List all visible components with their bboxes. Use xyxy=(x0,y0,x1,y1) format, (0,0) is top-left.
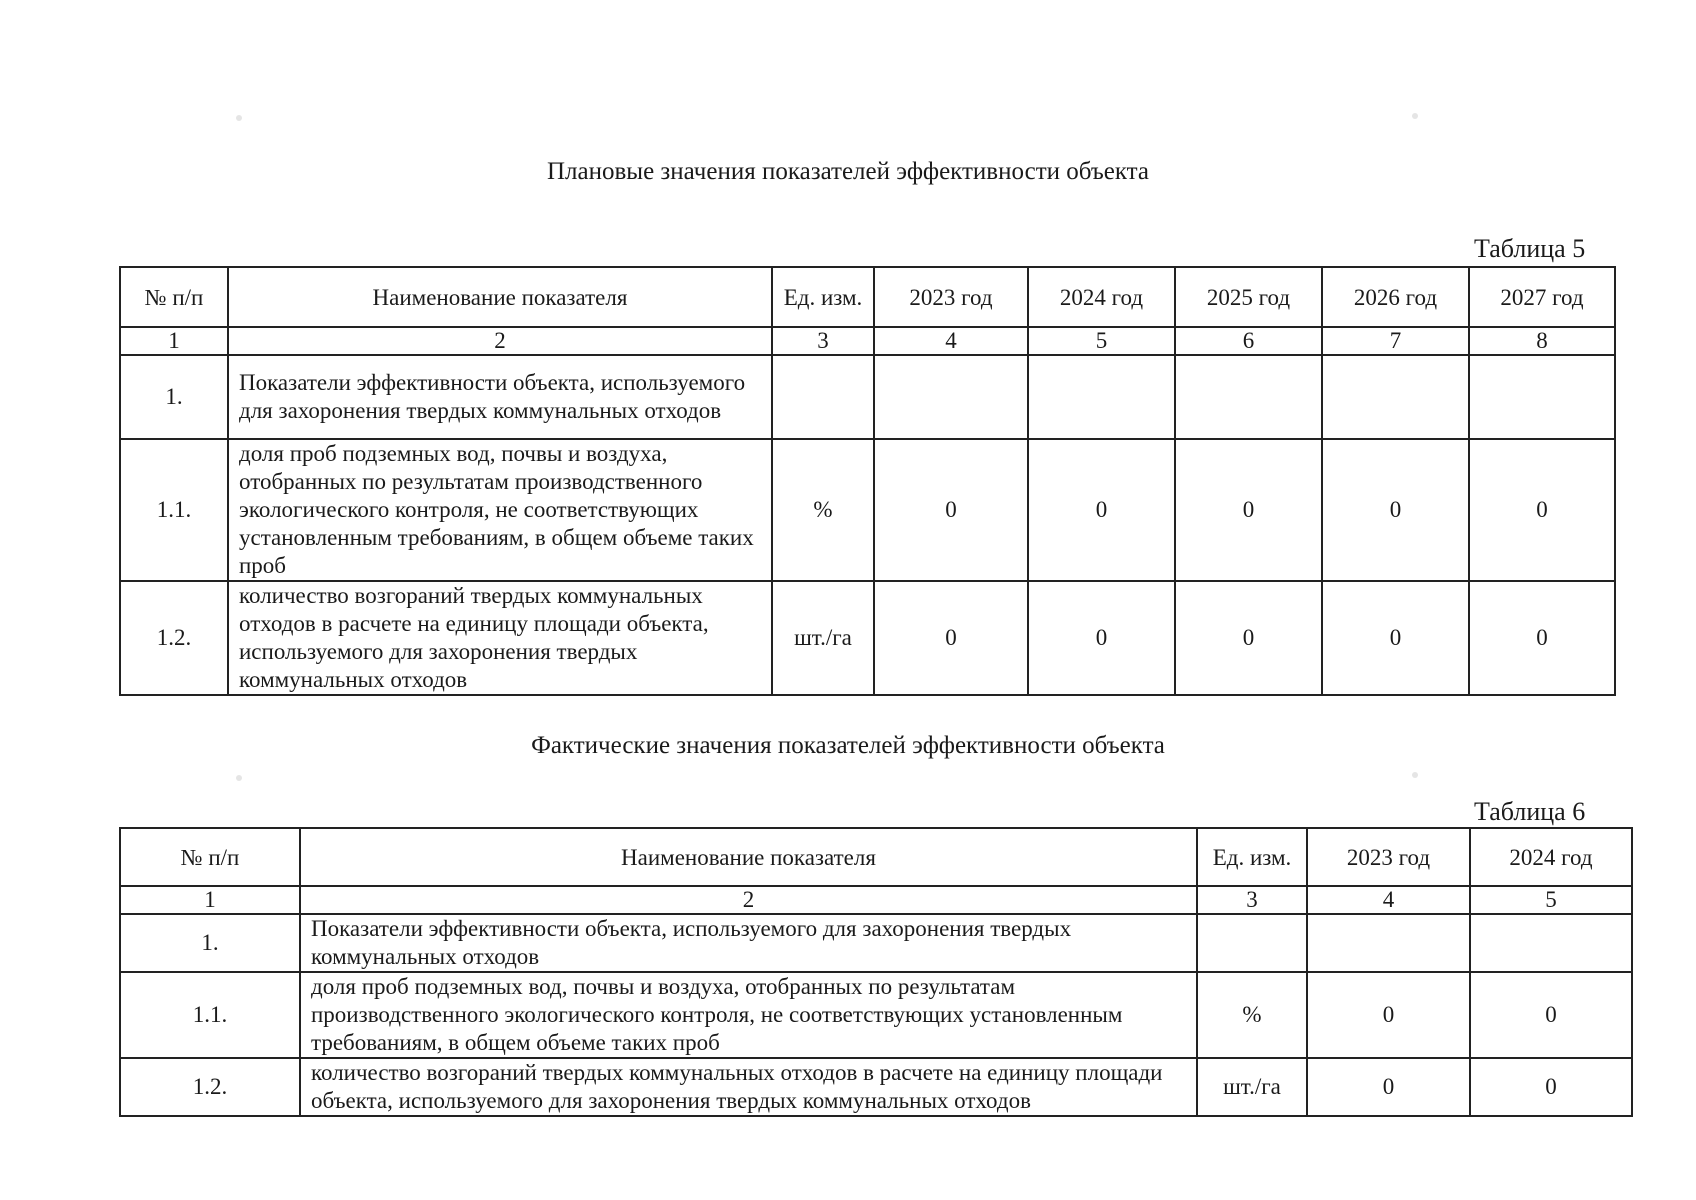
table-row xyxy=(120,972,1632,1058)
column-number: 5 xyxy=(1028,327,1175,355)
table6-title: Фактические значения показателей эффективности объекта xyxy=(531,732,1165,759)
row-number: 1.1. xyxy=(120,972,300,1058)
table6-header-2024: 2024 год xyxy=(1470,828,1632,886)
unit-cell xyxy=(1197,914,1307,972)
table5-header-num: № п/п xyxy=(120,267,228,327)
row-number: 1.2. xyxy=(120,581,228,695)
scan-speck xyxy=(1412,772,1418,778)
value-2025: 0 xyxy=(1175,439,1322,581)
column-number: 2 xyxy=(228,327,772,355)
value-2027: 0 xyxy=(1469,581,1615,695)
table-row xyxy=(120,1058,1632,1116)
value-2023: 0 xyxy=(1307,972,1470,1058)
value-2024: 0 xyxy=(1470,1058,1632,1116)
table6-header-num: № п/п xyxy=(120,828,300,886)
indicator-name: Показатели эффективности объекта, используемого для захоронения твердых коммунальных отходов xyxy=(228,355,772,439)
column-number: 2 xyxy=(300,886,1197,914)
column-number: 1 xyxy=(120,327,228,355)
table6-label: Таблица 6 xyxy=(1474,797,1586,826)
value-2023: 0 xyxy=(874,581,1028,695)
table5-header-2027: 2027 год xyxy=(1469,267,1615,327)
column-number: 8 xyxy=(1469,327,1615,355)
unit-cell xyxy=(772,355,874,439)
column-number: 3 xyxy=(772,327,874,355)
indicator-name: количество возгораний твердых коммунальных отходов в расчете на единицу площади объекта, используемого для захоронения твердых коммунальных отходов xyxy=(300,1058,1197,1116)
indicator-name: количество возгораний твердых коммунальных отходов в расчете на единицу площади объекта, используемого для захоронения твердых коммунальных отходов xyxy=(228,581,772,695)
table5-header-2025: 2025 год xyxy=(1175,267,1322,327)
indicator-name: доля проб подземных вод, почвы и воздуха, отобранных по результатам производственного экологического контроля, не соответствующих установленным требованиям, в общем объеме таких проб xyxy=(228,439,772,581)
unit-cell: шт./га xyxy=(772,581,874,695)
table5 xyxy=(119,266,1616,696)
value-2027 xyxy=(1469,355,1615,439)
scan-speck xyxy=(236,775,242,781)
unit-cell: % xyxy=(1197,972,1307,1058)
table6 xyxy=(119,827,1633,1117)
value-2025: 0 xyxy=(1175,581,1322,695)
row-number: 1. xyxy=(120,914,300,972)
column-number: 6 xyxy=(1175,327,1322,355)
table6-header-2023: 2023 год xyxy=(1307,828,1470,886)
table5-column-number-row xyxy=(120,327,1615,355)
indicator-name: Показатели эффективности объекта, используемого для захоронения твердых коммунальных отходов xyxy=(300,914,1197,972)
table-row xyxy=(120,914,1632,972)
unit-cell: шт./га xyxy=(1197,1058,1307,1116)
table5-label: Таблица 5 xyxy=(1474,234,1586,263)
value-2026: 0 xyxy=(1322,439,1469,581)
value-2027: 0 xyxy=(1469,439,1615,581)
table5-header-unit: Ед. изм. xyxy=(772,267,874,327)
column-number: 4 xyxy=(1307,886,1470,914)
value-2026 xyxy=(1322,355,1469,439)
scan-speck xyxy=(236,115,242,121)
table5-header-2024: 2024 год xyxy=(1028,267,1175,327)
table6-header-unit: Ед. изм. xyxy=(1197,828,1307,886)
value-2023 xyxy=(1307,914,1470,972)
value-2024: 0 xyxy=(1470,972,1632,1058)
unit-cell: % xyxy=(772,439,874,581)
table5-header-name: Наименование показателя xyxy=(228,267,772,327)
table6-column-number-row xyxy=(120,886,1632,914)
value-2023: 0 xyxy=(874,439,1028,581)
value-2023: 0 xyxy=(1307,1058,1470,1116)
value-2024 xyxy=(1028,355,1175,439)
table5-header-2026: 2026 год xyxy=(1322,267,1469,327)
column-number: 4 xyxy=(874,327,1028,355)
table-row xyxy=(120,439,1615,581)
row-number: 1.1. xyxy=(120,439,228,581)
column-number: 3 xyxy=(1197,886,1307,914)
value-2024 xyxy=(1470,914,1632,972)
value-2024: 0 xyxy=(1028,439,1175,581)
value-2025 xyxy=(1175,355,1322,439)
indicator-name: доля проб подземных вод, почвы и воздуха, отобранных по результатам производственного экологического контроля, не соответствующих установленным требованиям, в общем объеме таких проб xyxy=(300,972,1197,1058)
value-2024: 0 xyxy=(1028,581,1175,695)
row-number: 1. xyxy=(120,355,228,439)
table6-header-row xyxy=(120,828,1632,886)
column-number: 5 xyxy=(1470,886,1632,914)
scan-speck xyxy=(1412,113,1418,119)
table5-header-row xyxy=(120,267,1615,327)
value-2023 xyxy=(874,355,1028,439)
table-row xyxy=(120,581,1615,695)
table6-header-name: Наименование показателя xyxy=(300,828,1197,886)
table5-title: Плановые значения показателей эффективности объекта xyxy=(546,158,1150,185)
value-2026: 0 xyxy=(1322,581,1469,695)
row-number: 1.2. xyxy=(120,1058,300,1116)
table-row xyxy=(120,355,1615,439)
column-number: 7 xyxy=(1322,327,1469,355)
column-number: 1 xyxy=(120,886,300,914)
table5-header-2023: 2023 год xyxy=(874,267,1028,327)
